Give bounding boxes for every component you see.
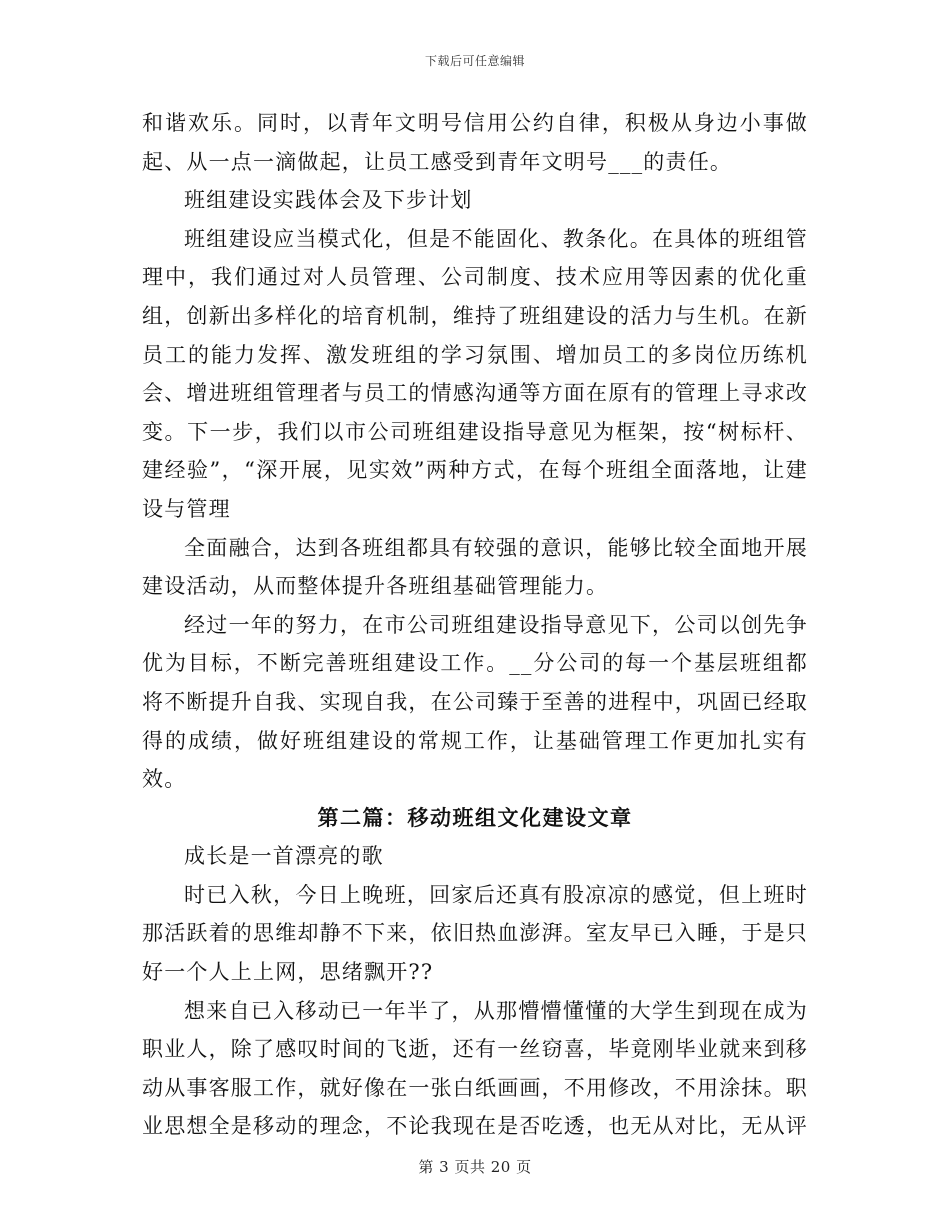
paragraph: 全面融合，达到各班组都具有较强的意识，能够比较全面地开展建设活动，从而整体提升各班组基础管理能力。 <box>142 535 808 599</box>
page-number: 第 3 页共 20 页 <box>418 1158 532 1176</box>
paragraph: 经过一年的努力，在市公司班组建设指导意见下，公司以创先争优为目标，不断完善班组建设工作。__分公司的每一个基层班组都将不断提升自我、实现自我，在公司臻于至善的进程中，巩固已经取得的成绩，做好班组建设的常规工作，让基础管理工作更加扎实有效。 <box>142 612 808 792</box>
article-title: 成长是一首漂亮的歌 <box>184 844 384 869</box>
paragraph: 班组建设应当模式化，但是不能固化、教条化。在具体的班组管理中，我们通过对人员管理、公司制度、技术应用等因素的优化重组，创新出多样化的培育机制，维持了班组建设的活力与生机。在新员工的能力发挥、激发班组的学习氛围、增加员工的多岗位历练机会、增进班组管理者与员工的情感沟通等方面在原有的管理上寻求改变。下一步，我们以市公司班组建设指导意见为框架，按“树标杆、建经验”，“深开展，见实效”两种方式，在每个班组全面落地，让建设与管理 <box>142 226 808 521</box>
chapter-heading: 第二篇：移动班组文化建设文章 <box>317 805 633 830</box>
paragraph: 时已入秋，今日上晚班，回家后还真有股凉凉的感觉，但上班时那活跃着的思维却静不下来，依旧热血澎湃。室友早已入睡，于是只好一个人上上网，思绪飘开?? <box>142 882 808 985</box>
document-body <box>142 104 808 1146</box>
paragraph-continuation: 和谐欢乐。同时，以青年文明号信用公约自律，积极从身边小事做起、从一点一滴做起，让员工感受到青年文明号___的责任。 <box>142 111 808 174</box>
paragraph: 想来自已入移动已一年半了，从那懵懵懂懂的大学生到现在成为职业人，除了感叹时间的飞逝，还有一丝窃喜，毕竟刚毕业就来到移动从事客服工作，就好像在一张白纸画画，不用修改，不用涂抹。职业思想全是移动的理念，不论我现在是否吃透，也无从对比，无从评 <box>142 998 808 1139</box>
section-subtitle: 班组建设实践体会及下步计划 <box>184 188 473 213</box>
page-header: 下载后可任意编辑 <box>424 54 525 68</box>
